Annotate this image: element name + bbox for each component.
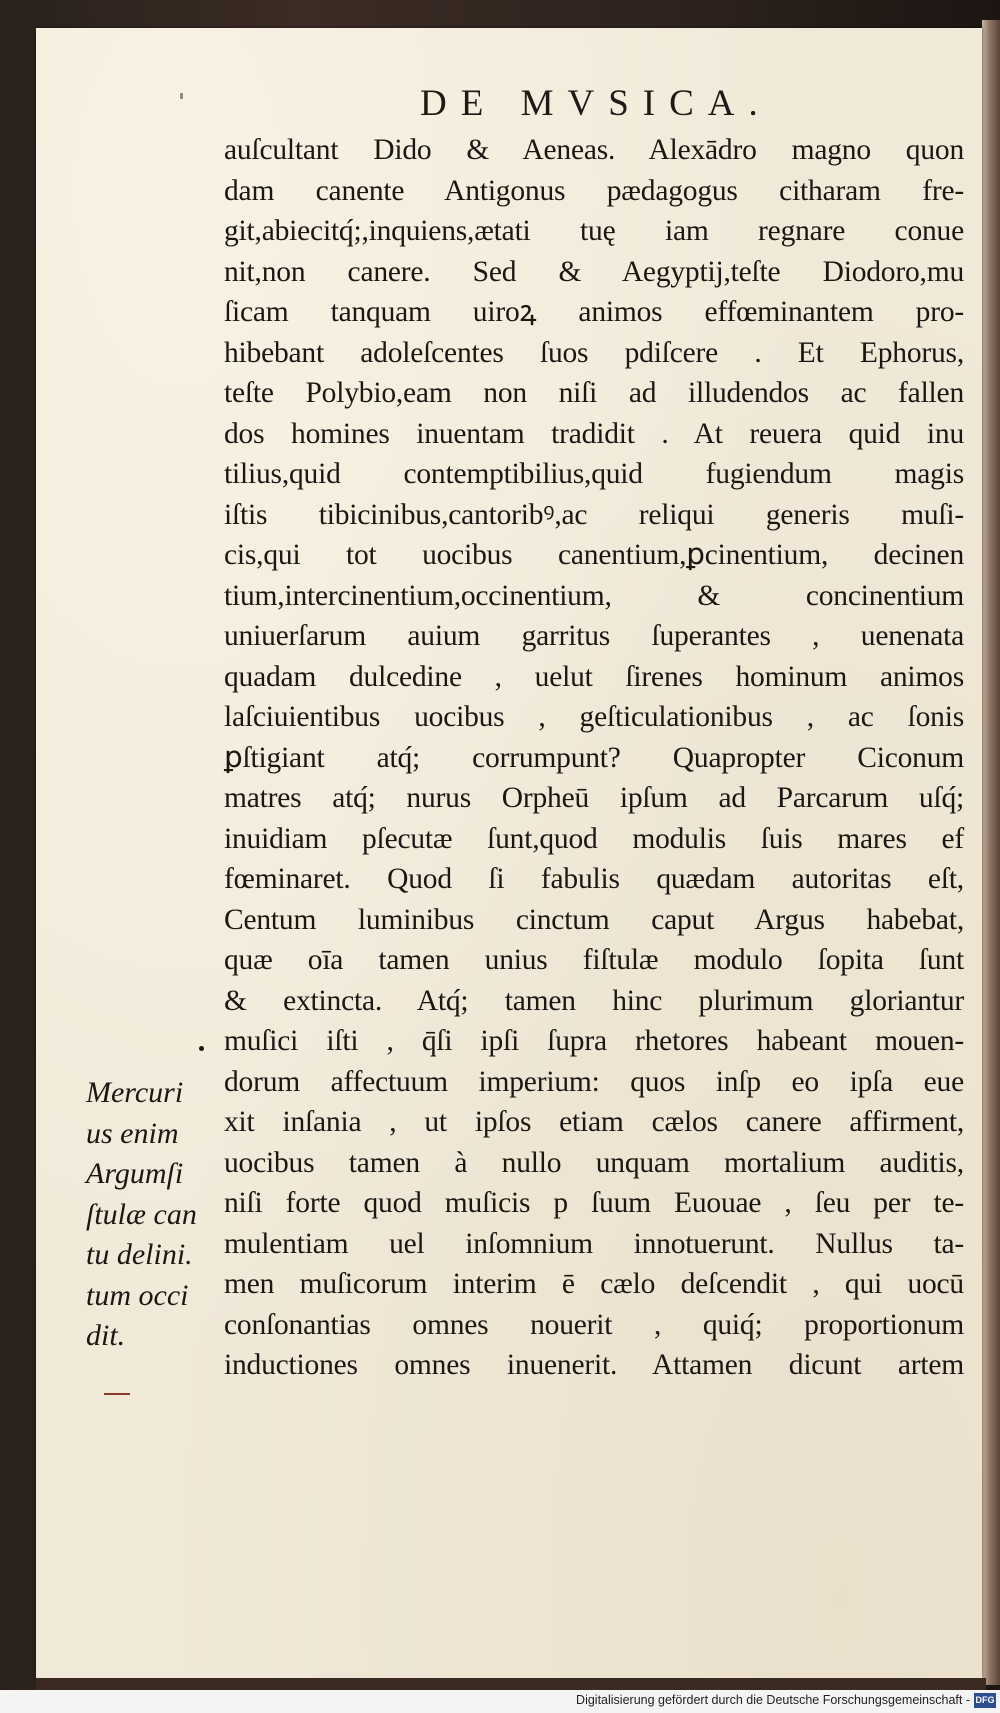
text-line: xit inſania , ut ipſos etiam cælos canere affirment,: [224, 1106, 964, 1138]
text-line: & extincta. Atq́; tamen hinc plurimum gloriantur: [224, 984, 964, 1017]
text-line: matres atq́; nurus Orpheū ipſum ad Parcarum uſq́;: [224, 782, 964, 814]
text-line: cis,qui tot uocibus canentium,ꝑcinentium, decinen: [224, 539, 964, 571]
margin-note-line: dit.: [86, 1319, 126, 1352]
margin-note-line: Argumſi: [86, 1157, 184, 1190]
page-speck: [180, 93, 183, 99]
text-line: hibebant adoleſcentes ſuos pdiſcere . Et Ephorus,: [224, 336, 964, 369]
text-line: uocibus tamen à nullo unquam mortalium auditis,: [224, 1146, 964, 1179]
text-line: git,abiecitq́;,inquiens,ætati tuę iam regnare conue: [224, 215, 964, 247]
main-text-block: [224, 130, 964, 1386]
text-line: dos homines inuentam tradidit . At reuera quid inu: [224, 417, 964, 450]
text-line: fœminaret. Quod ſi fabulis quædam autoritas eſt,: [224, 863, 964, 895]
text-line: inductiones omnes inuenerit. Attamen dicunt artem: [224, 1349, 964, 1381]
text-line: quæ oīa tamen unius fiſtulæ modulo ſopita ſunt: [224, 944, 964, 976]
text-line: ſicam tanquam uiroꝝ animos effœminantem pro-: [224, 296, 964, 328]
text-line: Centum luminibus cinctum caput Argus habebat,: [224, 903, 964, 936]
book-bottom-edge: [36, 1678, 986, 1690]
text-line: niſi forte quod muſicis p ſuum Euouae , ſeu per te-: [224, 1187, 964, 1219]
margin-note-line: tu delini.: [86, 1238, 193, 1271]
text-line: mulentiam uel inſomnium innotuerunt. Nullus ta-: [224, 1227, 964, 1260]
marginal-note: [86, 1073, 197, 1357]
text-line: quadam dulcedine , uelut ſirenes hominum animos: [224, 660, 964, 693]
book-page-edge: [982, 20, 1000, 1685]
text-line: tilius,quid contemptibilius,quid fugiendum magis: [224, 458, 964, 490]
margin-dash-mark: [104, 1393, 130, 1395]
text-line: inuidiam pſecutæ ſunt,quod modulis ſuis mares ef: [224, 822, 964, 855]
text-line: tium,intercinentium,occinentium, & concinentium: [224, 579, 964, 612]
margin-note-line: us enim: [86, 1116, 179, 1150]
text-line: uniuerſarum auium garritus ſuperantes , uenenata: [224, 620, 964, 652]
text-line: auſcultant Dido & Aeneas. Alexādro magno quon: [224, 134, 964, 166]
text-line: ꝑſtigiant atq́; corrumpunt? Quapropter Ciconum: [224, 741, 964, 774]
text-line: iſtis tibicinibus,cantoribꝰ,ac reliqui generis muſi-: [224, 498, 964, 531]
text-line: muſici iſti , q̄ſi ipſi ſupra rhetores habeant mouen-: [224, 1025, 964, 1057]
text-line: dorum affectuum imperium: quos inſp eo ipſa eue: [224, 1065, 964, 1098]
text-line: men muſicorum interim ē cælo deſcendit , qui uocū: [224, 1268, 964, 1300]
dfg-logo: DFG: [974, 1693, 996, 1708]
text-line: conſonantias omnes nouerit , quiq́; proportionum: [224, 1308, 964, 1341]
text-line: dam canente Antigonus pædagogus citharam fre-: [224, 174, 964, 207]
margin-note-line: tum occi: [86, 1278, 189, 1312]
running-title: DE MVSICA.: [420, 83, 772, 124]
text-line: teſte Polybio,eam non niſi ad illudendos ac fallen: [224, 377, 964, 409]
margin-note-line: Mercuri: [86, 1076, 184, 1109]
margin-reference-dot: [199, 1046, 204, 1051]
margin-note-line: ſtulæ can: [86, 1197, 197, 1231]
funding-credit: Digitalisierung gefördert durch die Deutsche Forschungsgemeinschaft -: [576, 1693, 970, 1707]
text-line: nit,non canere. Sed & Aegyptij,teſte Diodoro,mu: [224, 255, 964, 288]
text-line: laſciuientibus uocibus , geſticulationibus , ac ſonis: [224, 701, 964, 733]
